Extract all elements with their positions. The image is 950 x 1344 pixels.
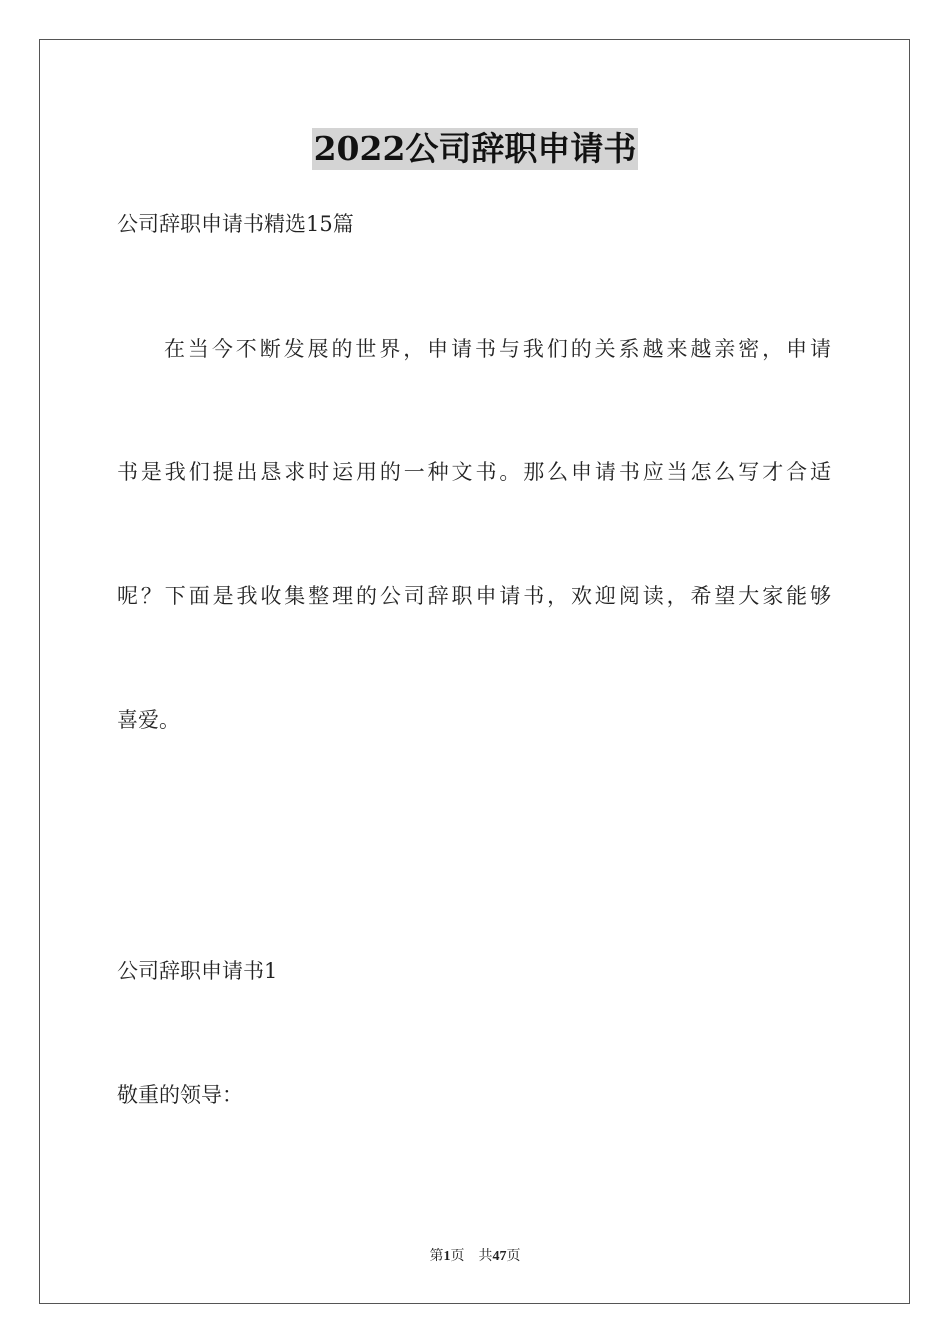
footer-page-number: 1: [443, 1249, 451, 1264]
footer-total-prefix: 共: [478, 1249, 493, 1264]
document-title: 2022公司辞职申请书: [313, 129, 637, 168]
document-title-container: [0, 128, 950, 170]
intro-line-1: 在当今不断发展的世界，申请书与我们的关系越来越亲密，申请: [164, 337, 831, 361]
footer-total-suffix: 页: [506, 1249, 521, 1264]
intro-line-4: 喜爱。: [117, 708, 180, 732]
page-footer: [0, 1247, 950, 1267]
salutation: 敬重的领导：: [117, 1083, 243, 1107]
intro-line-2: 书是我们提出恳求时运用的一种文书。那么申请书应当怎么写才合适: [117, 460, 831, 484]
footer-total-pages: 47: [492, 1249, 507, 1264]
document-subtitle: 公司辞职申请书精选15篇: [117, 212, 354, 236]
footer-page-prefix: 第: [429, 1249, 444, 1264]
intro-line-3: 呢？下面是我收集整理的公司辞职申请书，欢迎阅读，希望大家能够: [117, 584, 831, 608]
section-heading: 公司辞职申请书1: [117, 959, 278, 983]
footer-page-suffix: 页: [450, 1249, 465, 1264]
